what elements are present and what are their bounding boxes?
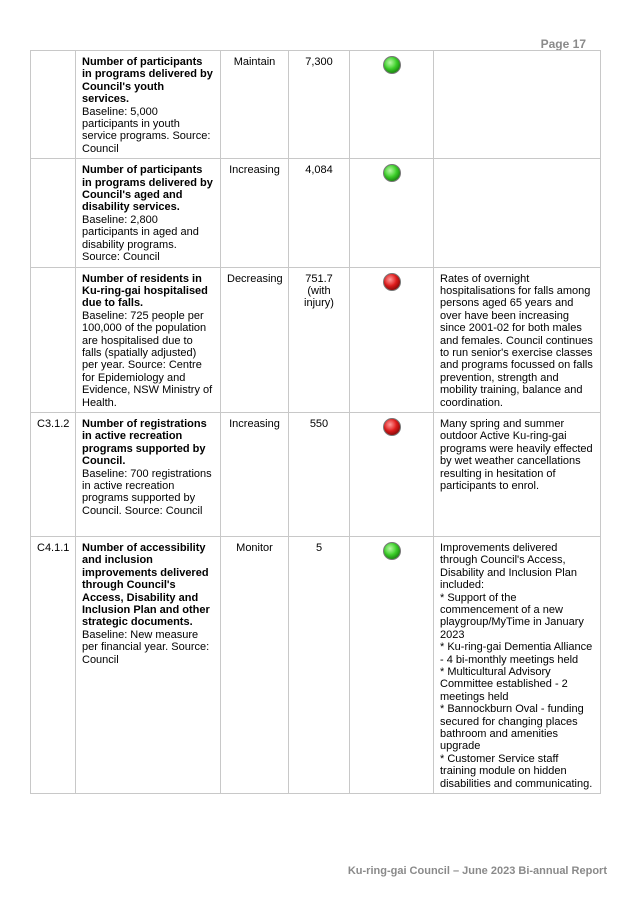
comment-cell: Rates of overnight hospitalisations for falls among persons aged 65 years and over have been increasing since 2001-02 for both males and females. Council continues to run senior's exercise classes and programs focussed on falls prevention, strength and mobility training, balance and coordination. <box>434 267 601 412</box>
report-footer: Ku-ring-gai Council – June 2023 Bi-annual Report <box>347 865 607 877</box>
measure-baseline: Baseline: New measure per financial year. Source: Council <box>82 628 210 666</box>
measure-baseline: Baseline: 2,800 participants in aged and disability programs. Source: Council <box>82 213 199 264</box>
measure-baseline: Baseline: 725 people per 100,000 of the population are hospitalised due to falls (spatially adjusted) per year. Source: Centre for Epidemiology and Evidence, NSW Ministry of Health. <box>82 309 213 409</box>
page-number: Page 17 <box>540 37 586 51</box>
measure-cell <box>76 267 221 412</box>
table-row <box>31 412 601 536</box>
status-red-indicator <box>383 418 401 436</box>
measure-code-cell: C3.1.2 <box>31 412 76 536</box>
result-cell: 550 <box>289 412 350 536</box>
status-cell <box>350 267 434 412</box>
table-row <box>31 159 601 267</box>
measure-baseline: Baseline: 700 registrations in active recreation programs supported by Council. Source: Council <box>82 467 212 517</box>
measure-cell <box>76 51 221 159</box>
measure-code-cell <box>31 267 76 412</box>
status-cell <box>350 412 434 536</box>
status-green-indicator <box>383 56 401 74</box>
status-green-indicator <box>383 164 401 182</box>
status-cell <box>350 536 434 793</box>
target-cell: Increasing <box>221 159 289 267</box>
result-cell: 4,084 <box>289 159 350 267</box>
status-cell <box>350 51 434 159</box>
measure-code-cell: C4.1.1 <box>31 536 76 793</box>
measure-code-cell <box>31 51 76 159</box>
status-green-indicator <box>383 542 401 560</box>
table-row <box>31 51 601 159</box>
target-cell: Maintain <box>221 51 289 159</box>
comment-cell <box>434 51 601 159</box>
target-cell: Increasing <box>221 412 289 536</box>
result-cell: 5 <box>289 536 350 793</box>
target-cell: Decreasing <box>221 267 289 412</box>
measure-baseline: Baseline: 5,000 participants in youth service programs. Source: Council <box>82 105 211 155</box>
table-body <box>31 51 601 794</box>
result-cell: 751.7 (with injury) <box>289 267 350 412</box>
comment-cell: Many spring and summer outdoor Active Ku-ring-gai programs were heavily effected by wet weather cancellations resulting in hesitation of participants to enrol. <box>434 412 601 536</box>
measure-title: Number of residents in Ku-ring-gai hospitalised due to falls. <box>82 272 208 310</box>
measure-title: Number of participants in programs delivered by Council's aged and disability services. <box>82 164 213 214</box>
status-cell <box>350 159 434 267</box>
measure-cell <box>76 159 221 267</box>
comment-cell: Improvements delivered through Council's Access, Disability and Inclusion Plan included: * Support of the commencement of a new playgroup/MyTime in January 2023 * Ku-ring-gai Dementia Alliance - 4 bi-monthly meetings held * Multicultural Advisory Committee established - 2 meetings held * Bannockburn Oval - funding secured for changing places bathroom and amenities upgrade * Customer Service staff training module on hidden disabilities and communicating. <box>434 536 601 793</box>
comment-cell <box>434 159 601 267</box>
performance-measures-table <box>30 50 601 794</box>
measure-title: Number of registrations in active recreation programs supported by Council. <box>82 417 207 468</box>
measure-cell <box>76 412 221 536</box>
status-red-indicator <box>383 273 401 291</box>
measure-code-cell <box>31 159 76 267</box>
target-cell: Monitor <box>221 536 289 793</box>
result-cell: 7,300 <box>289 51 350 159</box>
measure-cell <box>76 536 221 793</box>
measure-title: Number of accessibility and inclusion improvements delivered through Council's Access, Disability and Inclusion Plan and other strategic documents. <box>82 541 210 629</box>
table-row <box>31 536 601 793</box>
table-row <box>31 267 601 412</box>
measure-title: Number of participants in programs delivered by Council's youth services. <box>82 56 213 106</box>
